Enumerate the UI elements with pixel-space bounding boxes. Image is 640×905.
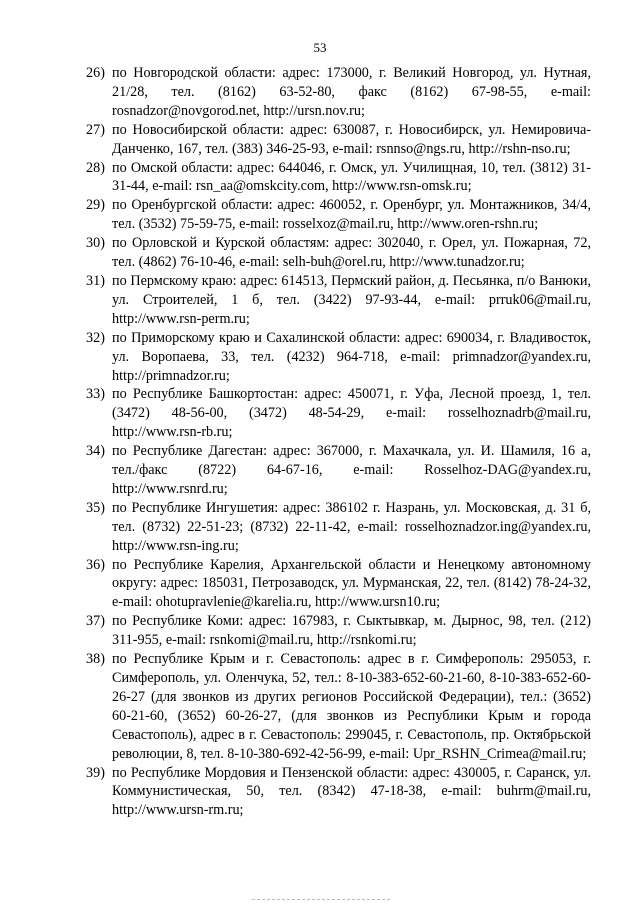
item-text: по Республике Карелия, Архангельской области и Ненецкому автономному округу: адрес: 185031, Петрозаводск, ул. Мурманская, 22, тел. (8142) 78-24-32, e-mail: ohotupravlenie@karelia.ru, http://www.ursn10.ru; bbox=[112, 556, 591, 611]
list-item bbox=[86, 650, 591, 763]
item-text: по Новгородской области: адрес: 173000, г. Великий Новгород, ул. Нутная, 21/28, тел. (8162) 63-52-80, факс (8162) 67-98-55, e-mail: rosnadzor@novgorod.net, http://ursn.nov.ru; bbox=[112, 65, 591, 119]
item-text: по Республике Ингушетия: адрес: 386102 г. Назрань, ул. Московская, д. 31 б, тел. (8732) 22-51-23; (8732) 22-11-42, e-mail: rosselhoznadzor.ing@yandex.ru, http://www.rsn-ing.ru; bbox=[112, 499, 591, 554]
item-number: 29) bbox=[86, 197, 105, 214]
item-text: по Республике Крым и г. Севастополь: адрес в г. Симферополь: 295053, г. Симферополь, ул. Оленчука, 52, тел.: 8-10-383-652-60-21-60, 8-10-383-652-60-26-27 (для звонков из других регионов Российской Федерации), тел.: (3652) 60-21-60, (3652) 60-26-27, (для звонков из Республики Крым и города Севастополь), адрес в г. Севастополь: 299045, г. Севастополь, пр. Октябрьской революции, 8, тел. 8-10-380-692-42-56-99, e-mail: Upr_RSHN_Crimea@mail.ru; bbox=[112, 651, 591, 762]
item-number: 36) bbox=[86, 556, 105, 573]
item-number: 35) bbox=[86, 499, 105, 516]
list-item bbox=[86, 764, 591, 821]
scan-artifact-line bbox=[252, 899, 392, 900]
list-item bbox=[86, 329, 591, 386]
list-item bbox=[86, 499, 591, 556]
list-item bbox=[86, 121, 591, 159]
page-number: 53 bbox=[313, 40, 327, 55]
item-number: 39) bbox=[86, 764, 105, 781]
item-number: 33) bbox=[86, 386, 105, 403]
item-number: 30) bbox=[86, 235, 105, 252]
contact-list bbox=[86, 64, 591, 820]
item-number: 27) bbox=[86, 121, 105, 138]
item-text: по Республике Башкортостан: адрес: 450071, г. Уфа, Лесной проезд, 1, тел. (3472) 48-56-00, (3472) 48-54-29, e-mail: rosselhoznadrb@mail.ru, http://www.rsn-rb.ru; bbox=[112, 386, 591, 441]
item-text: по Пермскому краю: адрес: 614513, Пермский район, д. Песьянка, п/о Ванюки, ул. Строителей, 1 б, тел. (3422) 97-93-44, e-mail: prruk06@mail.ru, http://www.rsn-perm.ru; bbox=[112, 272, 591, 327]
item-text: по Республике Мордовия и Пензенской области: адрес: 430005, г. Саранск, ул. Коммунистическая, 50, тел. (8342) 47-18-38, e-mail: buhrm@mail.ru, http://www.ursn-rm.ru; bbox=[112, 764, 591, 819]
item-number: 28) bbox=[86, 159, 105, 176]
item-number: 37) bbox=[86, 613, 105, 630]
list-item bbox=[86, 612, 591, 650]
item-text: по Орловской и Курской областям: адрес: 302040, г. Орел, ул. Пожарная, 72, тел. (4862) 76-10-46, e-mail: selh-buh@orel.ru, http://www.tunadzor.ru; bbox=[112, 235, 591, 271]
item-text: по Приморскому краю и Сахалинской области: адрес: 690034, г. Владивосток, ул. Воропаева, 33, тел. (4232) 964-718, e-mail: primnadzor@yandex.ru, http://primnadzor.ru; bbox=[112, 329, 591, 384]
item-text: по Новосибирской области: адрес: 630087, г. Новосибирск, ул. Немировича-Данченко, 167, тел. (383) 346-25-93, e-mail: rsnnso@ngs.ru, http://rshn-nso.ru; bbox=[112, 121, 591, 157]
list-item bbox=[86, 442, 591, 499]
item-text: по Республике Дагестан: адрес: 367000, г. Махачкала, ул. И. Шамиля, 16 а, тел./факс (8722) 64-67-16, e-mail: Rosselhoz-DAG@yandex.ru, http://www.rsnrd.ru; bbox=[112, 443, 591, 497]
item-number: 31) bbox=[86, 272, 105, 289]
list-item bbox=[86, 196, 591, 234]
item-text: по Республике Коми: адрес: 167983, г. Сыктывкар, м. Дырнос, 98, тел. (212) 311-955, e-mail: rsnkomi@mail.ru, http://rsnkomi.ru; bbox=[112, 613, 591, 649]
list-item bbox=[86, 234, 591, 272]
item-text: по Омской области: адрес: 644046, г. Омск, ул. Училищная, 10, тел. (3812) 31-31-44, e-mail: rsn_aa@omskcity.com, http://www.rsn-omsk.ru; bbox=[112, 159, 591, 195]
list-item bbox=[86, 64, 591, 121]
item-number: 26) bbox=[86, 65, 105, 81]
item-text: по Оренбургской области: адрес: 460052, г. Оренбург, ул. Монтажников, 34/4, тел. (3532) 75-59-75, e-mail: rosselxoz@mail.ru, http://www.oren-rshn.ru; bbox=[112, 197, 591, 233]
list-item bbox=[86, 159, 591, 197]
item-number: 38) bbox=[86, 651, 105, 668]
list-item bbox=[86, 385, 591, 442]
item-number: 34) bbox=[86, 443, 105, 460]
item-number: 32) bbox=[86, 329, 105, 346]
list-item bbox=[86, 272, 591, 329]
list-item bbox=[86, 556, 591, 613]
